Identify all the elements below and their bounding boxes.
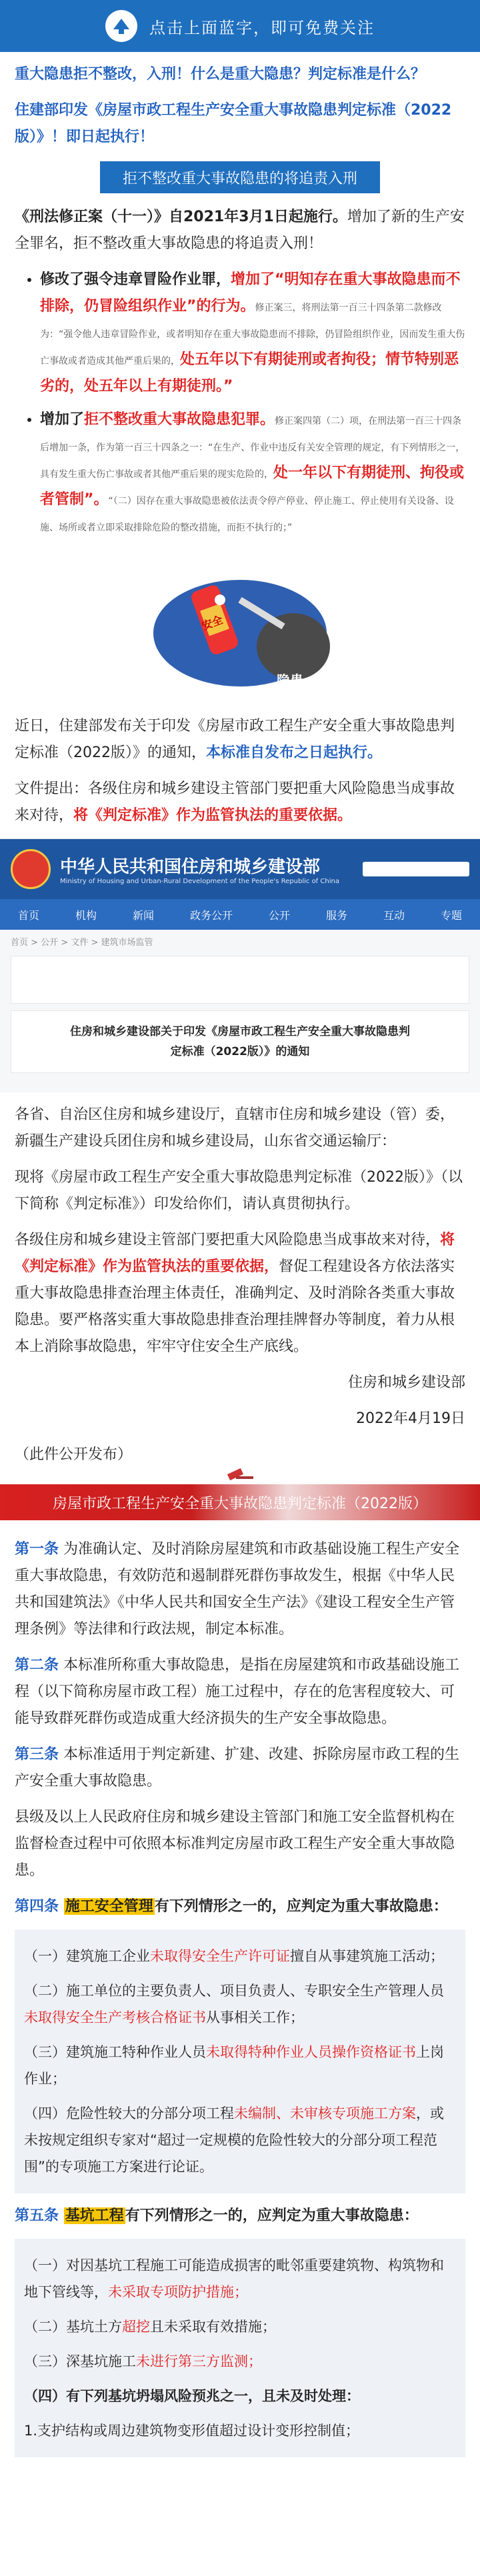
hazard-label: 隐患 xyxy=(277,672,303,688)
list-item xyxy=(24,2100,456,2180)
item-text-post: 上岗作业； xyxy=(24,2044,444,2087)
item-text-post: ，或未按规定组织专家对“超过一定规模的危险性较大的分部分项工程范围”的专项施工方案进行论证。 xyxy=(24,2105,444,2175)
item-red: 未取得特种作业人员操作资格证书 xyxy=(206,2044,416,2060)
list-item xyxy=(24,2252,456,2305)
item-red: 未编制、未审核专项施工方案 xyxy=(234,2105,416,2121)
list-item xyxy=(24,2039,456,2092)
item-red: 超挖 xyxy=(122,2319,150,2335)
item-text: （二）施工单位的主要负责人、项目负责人、专职安全生产管理人员 xyxy=(24,1983,444,1999)
item-red: 未进行第三方监测； xyxy=(136,2353,262,2369)
notice-date: 2022年4月19日 xyxy=(356,1410,465,1427)
item-red: 未取得安全生产许可证 xyxy=(150,1948,290,1964)
section-banner-criminal: 拒不整改重大事故隐患的将追责入刑 xyxy=(100,161,380,193)
item-red-2: 处五年以下有期徒刑或者拘役；情节特别恶劣的，处五年以上有期徒刑。” xyxy=(40,351,459,395)
item-text: （一）建筑施工企业 xyxy=(24,1948,150,1964)
article-text: 有下列情形之一的，应判定为重大事故隐患： xyxy=(154,1898,448,1915)
section-banner-standard xyxy=(0,1484,480,1520)
nav-item[interactable]: 新闻 xyxy=(132,908,154,922)
list-item xyxy=(24,1943,456,1969)
item-bold: 增加了 xyxy=(40,411,85,428)
bottle-label: 安全 xyxy=(200,613,225,633)
site-header xyxy=(0,839,480,899)
article-3-supplement: 县级及以上人民政府住房和城乡建设主管部门和施工安全监督机构在监督检查过程中可依照本标准判定房屋市政工程生产安全重大事故隐患。 xyxy=(15,1809,455,1879)
intro-line-2: 住建部印发《房屋市政工程生产安全重大事故隐患判定标准（2022版）》！即日起执行！ xyxy=(15,102,452,145)
list-item xyxy=(24,2313,456,2340)
criminal-list xyxy=(0,267,480,540)
recent-blue: 本标准自发布之日起执行。 xyxy=(206,744,383,761)
article-label: 第三条 xyxy=(15,1746,59,1763)
item-text: （一）对因基坑工程施工可能造成损害的毗邻重要建筑物、构筑物和地下管线等， xyxy=(24,2257,444,2300)
notice-text: 各级住房和城乡建设主管部门要把重大风险隐患当成事故来对待， xyxy=(15,1232,441,1248)
criminal-intro-bold: 《刑法修正案（十一）》自2021年3月1日起施行。 xyxy=(15,209,347,225)
item-text-post: 擅自从事建筑施工活动； xyxy=(290,1948,444,1964)
site-subtitle: Ministry of Housing and Urban-Rural Development of the People's Republic of China xyxy=(60,878,339,885)
item-text-post: 且未采取有效措施； xyxy=(150,2319,276,2335)
doc-meta-box xyxy=(11,956,469,1004)
recent-text: 近日，住建部发布关于印发《房屋市政工程生产安全重大事故隐患判定标准（2022版）》的通知， xyxy=(15,718,455,761)
doc-title-box xyxy=(11,1010,469,1073)
list-item-subheading: （四）有下列基坑坍塌风险预兆之一，且未及时处理： xyxy=(24,2388,360,2404)
gavel-icon xyxy=(224,1468,256,1484)
article-4-items xyxy=(15,1930,465,2193)
item-text: （二）基坑土方 xyxy=(24,2319,122,2335)
list-item xyxy=(40,267,465,400)
article-5 xyxy=(0,2203,480,2229)
national-emblem-icon xyxy=(11,849,51,889)
article-highlight: 施工安全管理 xyxy=(65,1898,153,1915)
site-title: 中华人民共和国住房和城乡建设部 xyxy=(60,857,321,877)
nav-item[interactable]: 首页 xyxy=(17,908,39,922)
list-item xyxy=(24,1977,456,2031)
item-red: 增加了“明知存在重大事故隐患而不排除，仍冒险组织作业”的行为。 xyxy=(40,271,461,315)
illustration-hazard xyxy=(140,560,340,693)
list-item: 1.支护结构或周边建筑物变形值超过设计变形控制值； xyxy=(24,2423,360,2439)
requirement-text: 文件提出：各级住房和城乡建设主管部门要把重大风险隐患当成事故来对待， xyxy=(15,780,455,824)
breadcrumb: 首页 > 公开 > 文件 > 建筑市场监管 xyxy=(11,938,153,948)
item-red-2: 处一年以下有期徒刑、拘役或者管制”。 xyxy=(40,465,465,508)
notice-signer: 住房和城乡建设部 xyxy=(347,1374,465,1391)
item-text: （三）建筑施工特种作业人员 xyxy=(24,2044,206,2060)
item-text-post: 从事相关工作； xyxy=(206,2009,304,2025)
item-bold: 修改了强令违章冒险作业罪， xyxy=(40,271,231,288)
nav-item[interactable]: 政务公开 xyxy=(189,908,233,922)
article-4 xyxy=(0,1894,480,1920)
item-red: 未采取专项防护措施； xyxy=(108,2284,248,2300)
nav-item[interactable]: 机构 xyxy=(75,908,97,922)
item-small-2: “（二）因存在重大事故隐患被依法责令停产停业、停止施工、停止使用有关设备、设施、场所或者立即采取排除危险的整改措施，而拒不执行的；” xyxy=(40,496,454,533)
ministry-website-screenshot xyxy=(0,838,480,1092)
site-nav xyxy=(0,899,480,930)
follow-banner[interactable] xyxy=(0,0,480,52)
criminal-intro xyxy=(0,204,480,257)
doc-title: 住房和城乡建设部关于印发《房屋市政工程生产安全重大事故隐患判定标准（2022版）》的通知 xyxy=(70,1025,410,1058)
article-1 xyxy=(0,1536,480,1643)
item-red: 拒不整改重大事故隐患犯罪。 xyxy=(84,411,275,428)
article-text: 本标准适用于判定新建、扩建、改建、拆除房屋市政工程的生产安全重大事故隐患。 xyxy=(15,1746,460,1790)
article-label: 第一条 xyxy=(15,1541,59,1558)
list-item xyxy=(24,2348,456,2375)
list-item xyxy=(40,407,465,540)
notice-paragraph-1: 现将《房屋市政工程生产安全重大事故隐患判定标准（2022版）》（以下简称《判定标准》）印发给你们，请认真贯彻执行。 xyxy=(15,1169,463,1212)
intro-line-1: 重大隐患拒不整改，入刑！什么是重大隐患？判定标准是什么？ xyxy=(15,66,426,83)
item-text: （四）危险性较大的分部分项工程 xyxy=(24,2105,234,2121)
item-small: 修正案三，将刑法第一百三十四条第二款修改为：“强令他人违章冒险作业，或者明知存在重大事故隐患而不排除，仍冒险组织作业，因而发生重大伤亡事故或者造成其他严重后果的， xyxy=(40,303,465,367)
site-search-input[interactable] xyxy=(363,862,469,876)
nav-item[interactable]: 服务 xyxy=(325,908,347,922)
article-text: 本标准所称重大事故隐患，是指在房屋建筑和市政基础设施工程（以下简称房屋市政工程）施工过程中，存在的危害程度较大、可能导致群死群伤或造成重大经济损失的生产安全事故隐患。 xyxy=(15,1657,460,1727)
notice-red: 将《判定标准》作为监管执法的重要依据， xyxy=(15,1232,455,1275)
recent-paragraph xyxy=(0,713,480,766)
article-highlight: 基坑工程 xyxy=(65,2207,124,2224)
follow-text: 点击上面蓝字，即可免费关注 xyxy=(149,18,375,37)
article-3 xyxy=(0,1742,480,1795)
article-text: 有下列情形之一的，应判定为重大事故隐患： xyxy=(125,2207,419,2224)
notice-public: （此件公开发布） xyxy=(15,1446,133,1463)
article-5-items xyxy=(15,2239,465,2457)
nav-item[interactable]: 专题 xyxy=(440,908,462,922)
nav-item[interactable]: 互动 xyxy=(383,908,405,922)
item-small: 修正案四第（二）项，在刑法第一百三十四条后增加一条，作为第一百三十四条之一：“在生产、作业中违反有关安全管理的规定，有下列情形之一，具有发生重大伤亡事故或者其他严重后果的现实危险的， xyxy=(40,416,465,480)
item-red: 未取得安全生产考核合格证书 xyxy=(24,2009,206,2025)
article-label: 第五条 xyxy=(15,2207,59,2224)
item-text: （三）深基坑施工 xyxy=(24,2353,136,2369)
notice-text-2: 督促工程建设各方依法落实重大事故隐患排查治理主体责任，准确判定、及时消除各类重大事故隐患。要严格落实重大事故隐患排查治理挂牌督办等制度，着力从根本上消除事故隐患，牢牢守住安全生产底线。 xyxy=(15,1258,455,1355)
article-2 xyxy=(0,1652,480,1732)
article-text: 为准确认定、及时消除房屋建筑和市政基础设施工程生产安全重大事故隐患，有效防范和遏制群死群伤事故发生，根据《中华人民共和国建筑法》《中华人民共和国安全生产法》《建设工程安全生产管理条例》等法律和行政法规，制定本标准。 xyxy=(15,1541,460,1638)
criminal-intro-rest: 增加了新的生产安全罪名，拒不整改重大事故隐患的将追责入刑！ xyxy=(15,209,465,252)
article-label: 第四条 xyxy=(15,1898,59,1915)
notice-paragraph-2 xyxy=(0,1227,480,1360)
article-label: 第二条 xyxy=(15,1657,59,1674)
requirement-red: 将《判定标准》作为监管执法的重要依据。 xyxy=(73,807,353,824)
requirement-paragraph xyxy=(0,776,480,829)
nav-item[interactable]: 公开 xyxy=(268,908,290,922)
notice-addressee: 各省、自治区住房和城乡建设厅，直辖市住房和城乡建设（管）委，新疆生产建设兵团住房和城乡建设局，山东省交通运输厅： xyxy=(15,1106,455,1150)
up-arrow-icon xyxy=(105,10,137,42)
banner-label: 房屋市政工程生产安全重大事故隐患判定标准（2022版） xyxy=(53,1495,427,1512)
